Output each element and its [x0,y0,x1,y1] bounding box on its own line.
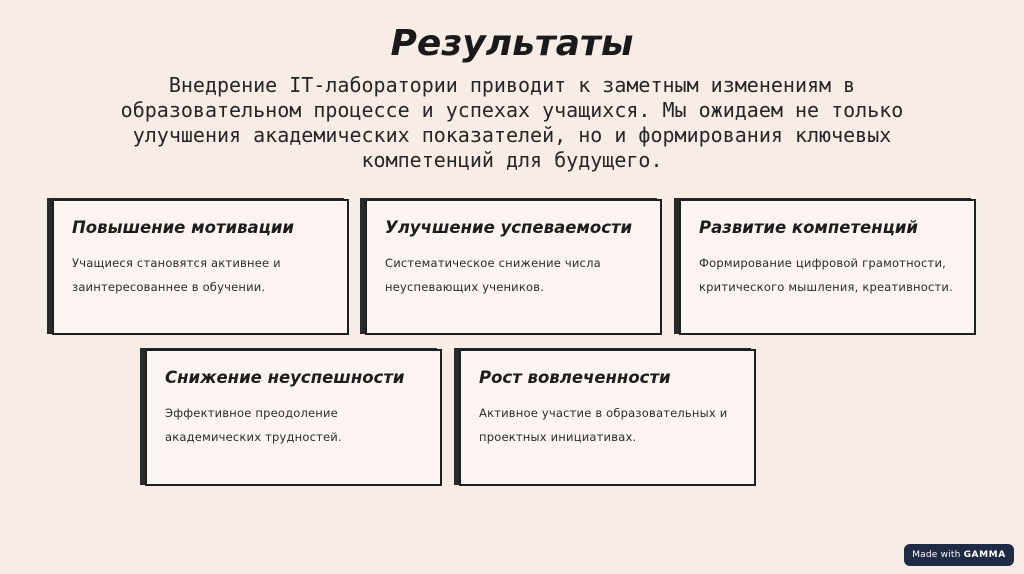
card-text: Учащиеся становятся активнее и заинтересованнее в обучении. [72,256,281,294]
card-text: Формирование цифровой грамотности, критического мышления, креативности. [699,256,953,294]
gamma-logo: GAMMA [963,550,1006,560]
intro-text: Внедрение IT-лаборатории приводит к заметным изменениям в образовательном процессе и успехах учащихся. Мы ожидаем не только улучшения академических показателей, но и формирования ключевых компетенций для будущего. [120,73,904,172]
card-title: Повышение мотивации [72,218,294,237]
card-performance [365,199,662,335]
card-competencies [679,199,976,335]
card-motivation [52,199,349,335]
made-with-gamma-badge[interactable] [904,544,1014,566]
badge-prefix: Made with [912,550,961,560]
card-text: Эффективное преодоление академических трудностей. [165,406,342,444]
card-text: Систематическое снижение числа неуспевающих учеников. [385,256,601,294]
card-title: Развитие компетенций [699,218,918,237]
card-text: Активное участие в образовательных и проектных инициативах. [479,406,728,444]
card-title: Снижение неуспешности [165,368,405,387]
card-failure-reduction [145,349,442,486]
card-title: Улучшение успеваемости [385,218,633,237]
slide-title: Результаты [390,23,634,64]
card-title: Рост вовлеченности [479,368,671,387]
card-engagement [459,349,756,486]
